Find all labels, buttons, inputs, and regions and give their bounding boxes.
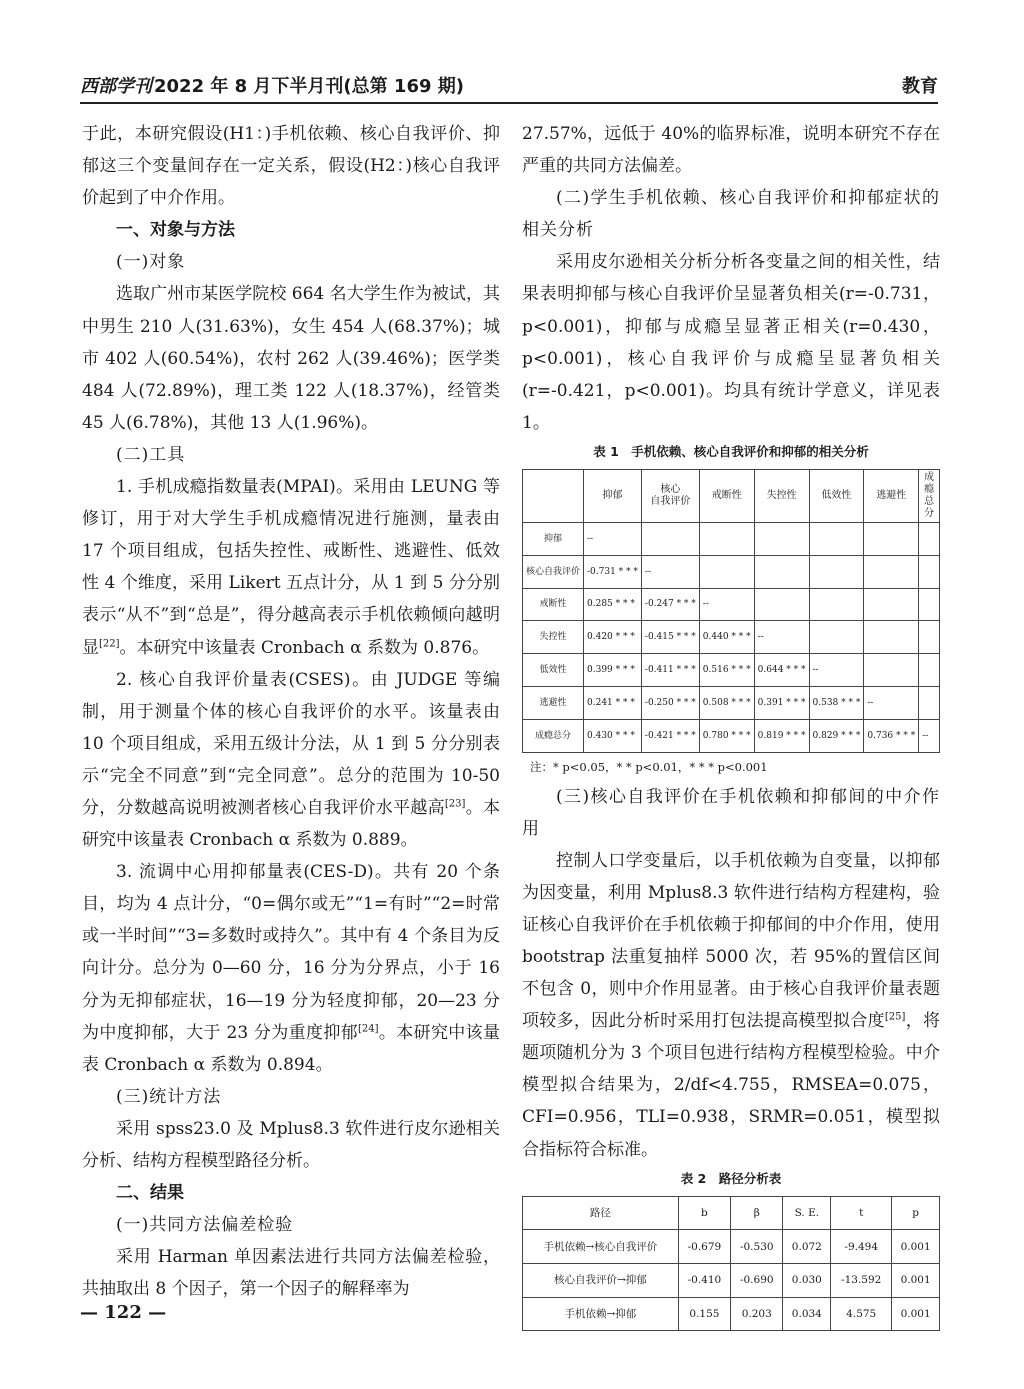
mediation-heading: (三)核心自我评价在手机依赖和抑郁间的中介作用 [522,786,940,839]
table-cell: 0.399 * * * [584,654,642,687]
table-cell [864,522,919,555]
table-cell: -- [809,654,864,687]
table-header-cell: 路径 [523,1196,679,1230]
subjects-heading: (一)对象 [116,252,186,273]
table-cell: 0.829 * * * [809,719,864,752]
table-cell: -9.494 [831,1230,892,1264]
table-cell [754,555,809,588]
stats-heading: (三)统计方法 [116,1086,222,1107]
table-header-cell: 抑郁 [584,469,642,522]
table-cell [919,654,940,687]
table-cell: -- [641,555,699,588]
table-row [523,522,940,555]
table-cell: 0.819 * * * [754,719,809,752]
table-cell: 0.001 [892,1264,940,1298]
table-cell [864,555,919,588]
subjects-paragraph: 选取广州市某医学院校 664 名大学生作为被试，其中男生 210 人(31.63%)，女生 454 人(68.37%)；城市 402 人(60.54%)，农村 262 人(39.46%)；医学类 484 人(72.89%)，理工类 122 人(18.37%)，经管类 45 人(6.78%)，其他 13 人(1.96%)。 [82,284,500,433]
correlation-table [522,469,940,753]
table-cell: -0.731 * * * [584,555,642,588]
table1-caption: 表 1 手机依赖、核心自我评价和抑郁的相关分析 [593,443,869,459]
stats-paragraph: 采用 spss23.0 及 Mplus8.3 软件进行皮尔逊相关分析、结构方程模型路径分析。 [82,1118,500,1171]
table-cell: 0.736 * * * [864,719,919,752]
table-cell: 戒断性 [523,588,584,621]
table-cell: -- [919,719,940,752]
table-row [523,654,940,687]
table-cell: -0.530 [731,1230,783,1264]
table-cell: 0.285 * * * [584,588,642,621]
table-header-cell: 戒断性 [699,469,754,522]
table-cell: 手机依赖→核心自我评价 [523,1230,679,1264]
table-header-cell: 核心 自我评价 [641,469,699,522]
journal-issue [80,72,464,98]
table-cell: 0.516 * * * [699,654,754,687]
table-cell: 逃避性 [523,686,584,719]
tool1-paragraph: 1. 手机成瘾指数量表(MPAI)。采用由 LEUNG 等修订，用于对大学生手机成瘾情况进行施测，量表由 17 个项目组成，包括失控性、戒断性、逃避性、低效性 4 个维度，采用 Likert 五点计分，从 1 到 5 分分别表示“从不”到“总是”，得分越高表示手机依赖倾向越明显[22]。本研究中该量表 Cronbach α 系数为 0.876。 [82,477,500,658]
cmb-paragraph: 采用 Harman 单因素法进行共同方法偏差检验，共抽取出 8 个因子，第一个因子的解释率为 [82,1247,500,1300]
table-header-cell: t [831,1196,892,1230]
tools-heading: (二)工具 [116,444,186,465]
table-cell: 0.072 [783,1230,831,1264]
table-cell: 失控性 [523,621,584,654]
ref-22[interactable]: [22] [99,637,120,649]
table-cell: -0.247 * * * [641,588,699,621]
left-column [82,118,500,1305]
table2-caption: 表 2 路径分析表 [680,1170,782,1186]
table-cell: 0.644 * * * [754,654,809,687]
table-cell [919,686,940,719]
table-cell [809,621,864,654]
table-header-cell: β [731,1196,783,1230]
table-cell: 0.430 * * * [584,719,642,752]
table-cell: -0.679 [678,1230,730,1264]
table1-note: 注：* p<0.05，* * p<0.01，* * * p<0.001 [530,759,768,774]
table-cell: -13.592 [831,1264,892,1298]
table-cell: 4.575 [831,1297,892,1331]
table-cell: 低效性 [523,654,584,687]
table-cell [919,588,940,621]
table-cell: 核心自我评价→抑郁 [523,1264,679,1298]
table-cell: -0.690 [731,1264,783,1298]
table-cell: 0.001 [892,1297,940,1331]
table-row [523,1230,940,1264]
table-header-cell: 失控性 [754,469,809,522]
table-cell: -0.415 * * * [641,621,699,654]
table-cell: 0.241 * * * [584,686,642,719]
table-header-cell: 低效性 [809,469,864,522]
table-header-cell: 成瘾 总分 [919,469,940,522]
table-cell: 0.780 * * * [699,719,754,752]
table-cell: 0.391 * * * [754,686,809,719]
table-cell [754,522,809,555]
issue-label: 2022 年 8 月下半月刊(总第 169 期) [154,76,464,97]
table-cell: 0.001 [892,1230,940,1264]
intro-paragraph: 于此，本研究假设(H1：)手机依赖、核心自我评价、抑郁这三个变量间存在一定关系，假设(H2：)核心自我评价起到了中介作用。 [82,124,500,209]
table-header-cell: 逃避性 [864,469,919,522]
table-header-cell: S. E. [783,1196,831,1230]
table-cell: 核心自我评价 [523,555,584,588]
table-cell: -- [584,522,642,555]
table-cell: -- [699,588,754,621]
table-cell [641,522,699,555]
table-header-cell: b [678,1196,730,1230]
results-heading: 二、结果 [116,1183,184,1204]
table-cell: -0.410 [678,1264,730,1298]
journal-logo: 西部学刊 [80,76,152,97]
table-row [523,1264,940,1298]
section-label: 教育 [902,76,938,97]
table-cell [864,621,919,654]
table-cell: 抑郁 [523,522,584,555]
table-cell [809,555,864,588]
table-cell: -- [864,686,919,719]
correlation-heading: (二)学生手机依赖、核心自我评价和抑郁症状的相关分析 [522,188,940,241]
ref-25[interactable]: [25] [884,1011,906,1023]
correlation-paragraph: 采用皮尔逊相关分析分析各变量之间的相关性，结果表明抑郁与核心自我评价呈显著负相关(r=-0.731，p<0.001)，抑郁与成瘾呈显著正相关(r=0.430，p<0.001)，核心自我评价与成瘾呈显著负相关(r=-0.421，p<0.001)。均具有统计学意义，详见表 1。 [522,252,940,433]
table-cell: 0.508 * * * [699,686,754,719]
table-cell [754,588,809,621]
page-number: — 122 — [80,1302,167,1323]
table-cell: 0.440 * * * [699,621,754,654]
table-cell [699,555,754,588]
table-cell: -- [754,621,809,654]
table-cell: 0.030 [783,1264,831,1298]
table-cell: 成瘾总分 [523,719,584,752]
table-row [523,719,940,752]
table-row [523,555,940,588]
table-cell: 0.203 [731,1297,783,1331]
tool3-paragraph: 3. 流调中心用抑郁量表(CES-D)。共有 20 个条目，均为 4 点计分，“0=偶尔或无”“1=有时”“2=时常或一半时间”“3=多数时或持久”。其中有 4 个条目为反向计分。总分为 0—60 分，16 分为分界点，小于 16 分为无抑郁症状，16—19 分为轻度抑郁，20—23 分为中度抑郁，大于 23 分为重度抑郁[24]。本研究中该量表 Cronbach α 系数为 0.894。 [82,862,500,1075]
table-cell: 0.034 [783,1297,831,1331]
table-cell [919,522,940,555]
table-cell [699,522,754,555]
table-header-cell [523,469,584,522]
table-cell: 0.538 * * * [809,686,864,719]
path-analysis-table [522,1196,940,1332]
ref-24[interactable]: [24] [358,1022,379,1034]
tool2-paragraph: 2. 核心自我评价量表(CSES)。由 JUDGE 等编制，用于测量个体的核心自我评价的水平。该量表由 10 个项目组成，采用五级计分法，从 1 到 5 分分别表示“完全不同意”到“完全同意”。总分的范围为 10-50 分，分数越高说明被测者核心自我评价水平越高[23]。本研究中该量表 Cronbach α 系数为 0.889。 [82,669,500,851]
cmb-continued-paragraph: 27.57%，远低于 40%的临界标准，说明本研究不存在严重的共同方法偏差。 [522,124,940,177]
cmb-heading: (一)共同方法偏差检验 [116,1215,294,1236]
right-column [522,118,940,1331]
table-cell [864,654,919,687]
table-cell: -0.250 * * * [641,686,699,719]
ref-23[interactable]: [23] [444,798,466,810]
table-cell: 0.420 * * * [584,621,642,654]
running-header [80,70,938,104]
table-cell [919,621,940,654]
table-row [523,621,940,654]
mediation-paragraph: 控制人口学变量后，以手机依赖为自变量，以抑郁为因变量，利用 Mplus8.3 软件进行结构方程建构，验证核心自我评价在手机依赖于抑郁间的中介作用，使用 bootstrap 法重复抽样 5000 次，若 95%的置信区间不包含 0，则中介作用显著。由于核心自我评价量表题项较多，因此分析时采用打包法提高模型拟合度[25]，将题项随机分为 3 个项目包进行结构方程模型检验。中介模型拟合结果为，2/df<4.755，RMSEA=0.075，CFI=0.956，TLI=0.938，SRMR=0.051，模型拟合指标符合标准。 [522,850,940,1160]
table-header-cell: p [892,1196,940,1230]
table-row [523,1297,940,1331]
table-row [523,686,940,719]
table-cell [864,588,919,621]
table-row [523,588,940,621]
table-cell [809,588,864,621]
table-cell: -0.421 * * * [641,719,699,752]
table-cell: -0.411 * * * [641,654,699,687]
table-cell: 0.155 [678,1297,730,1331]
table-cell [919,555,940,588]
methods-heading: 一、对象与方法 [116,220,235,241]
table-cell [809,522,864,555]
table-cell: 手机依赖→抑郁 [523,1297,679,1331]
